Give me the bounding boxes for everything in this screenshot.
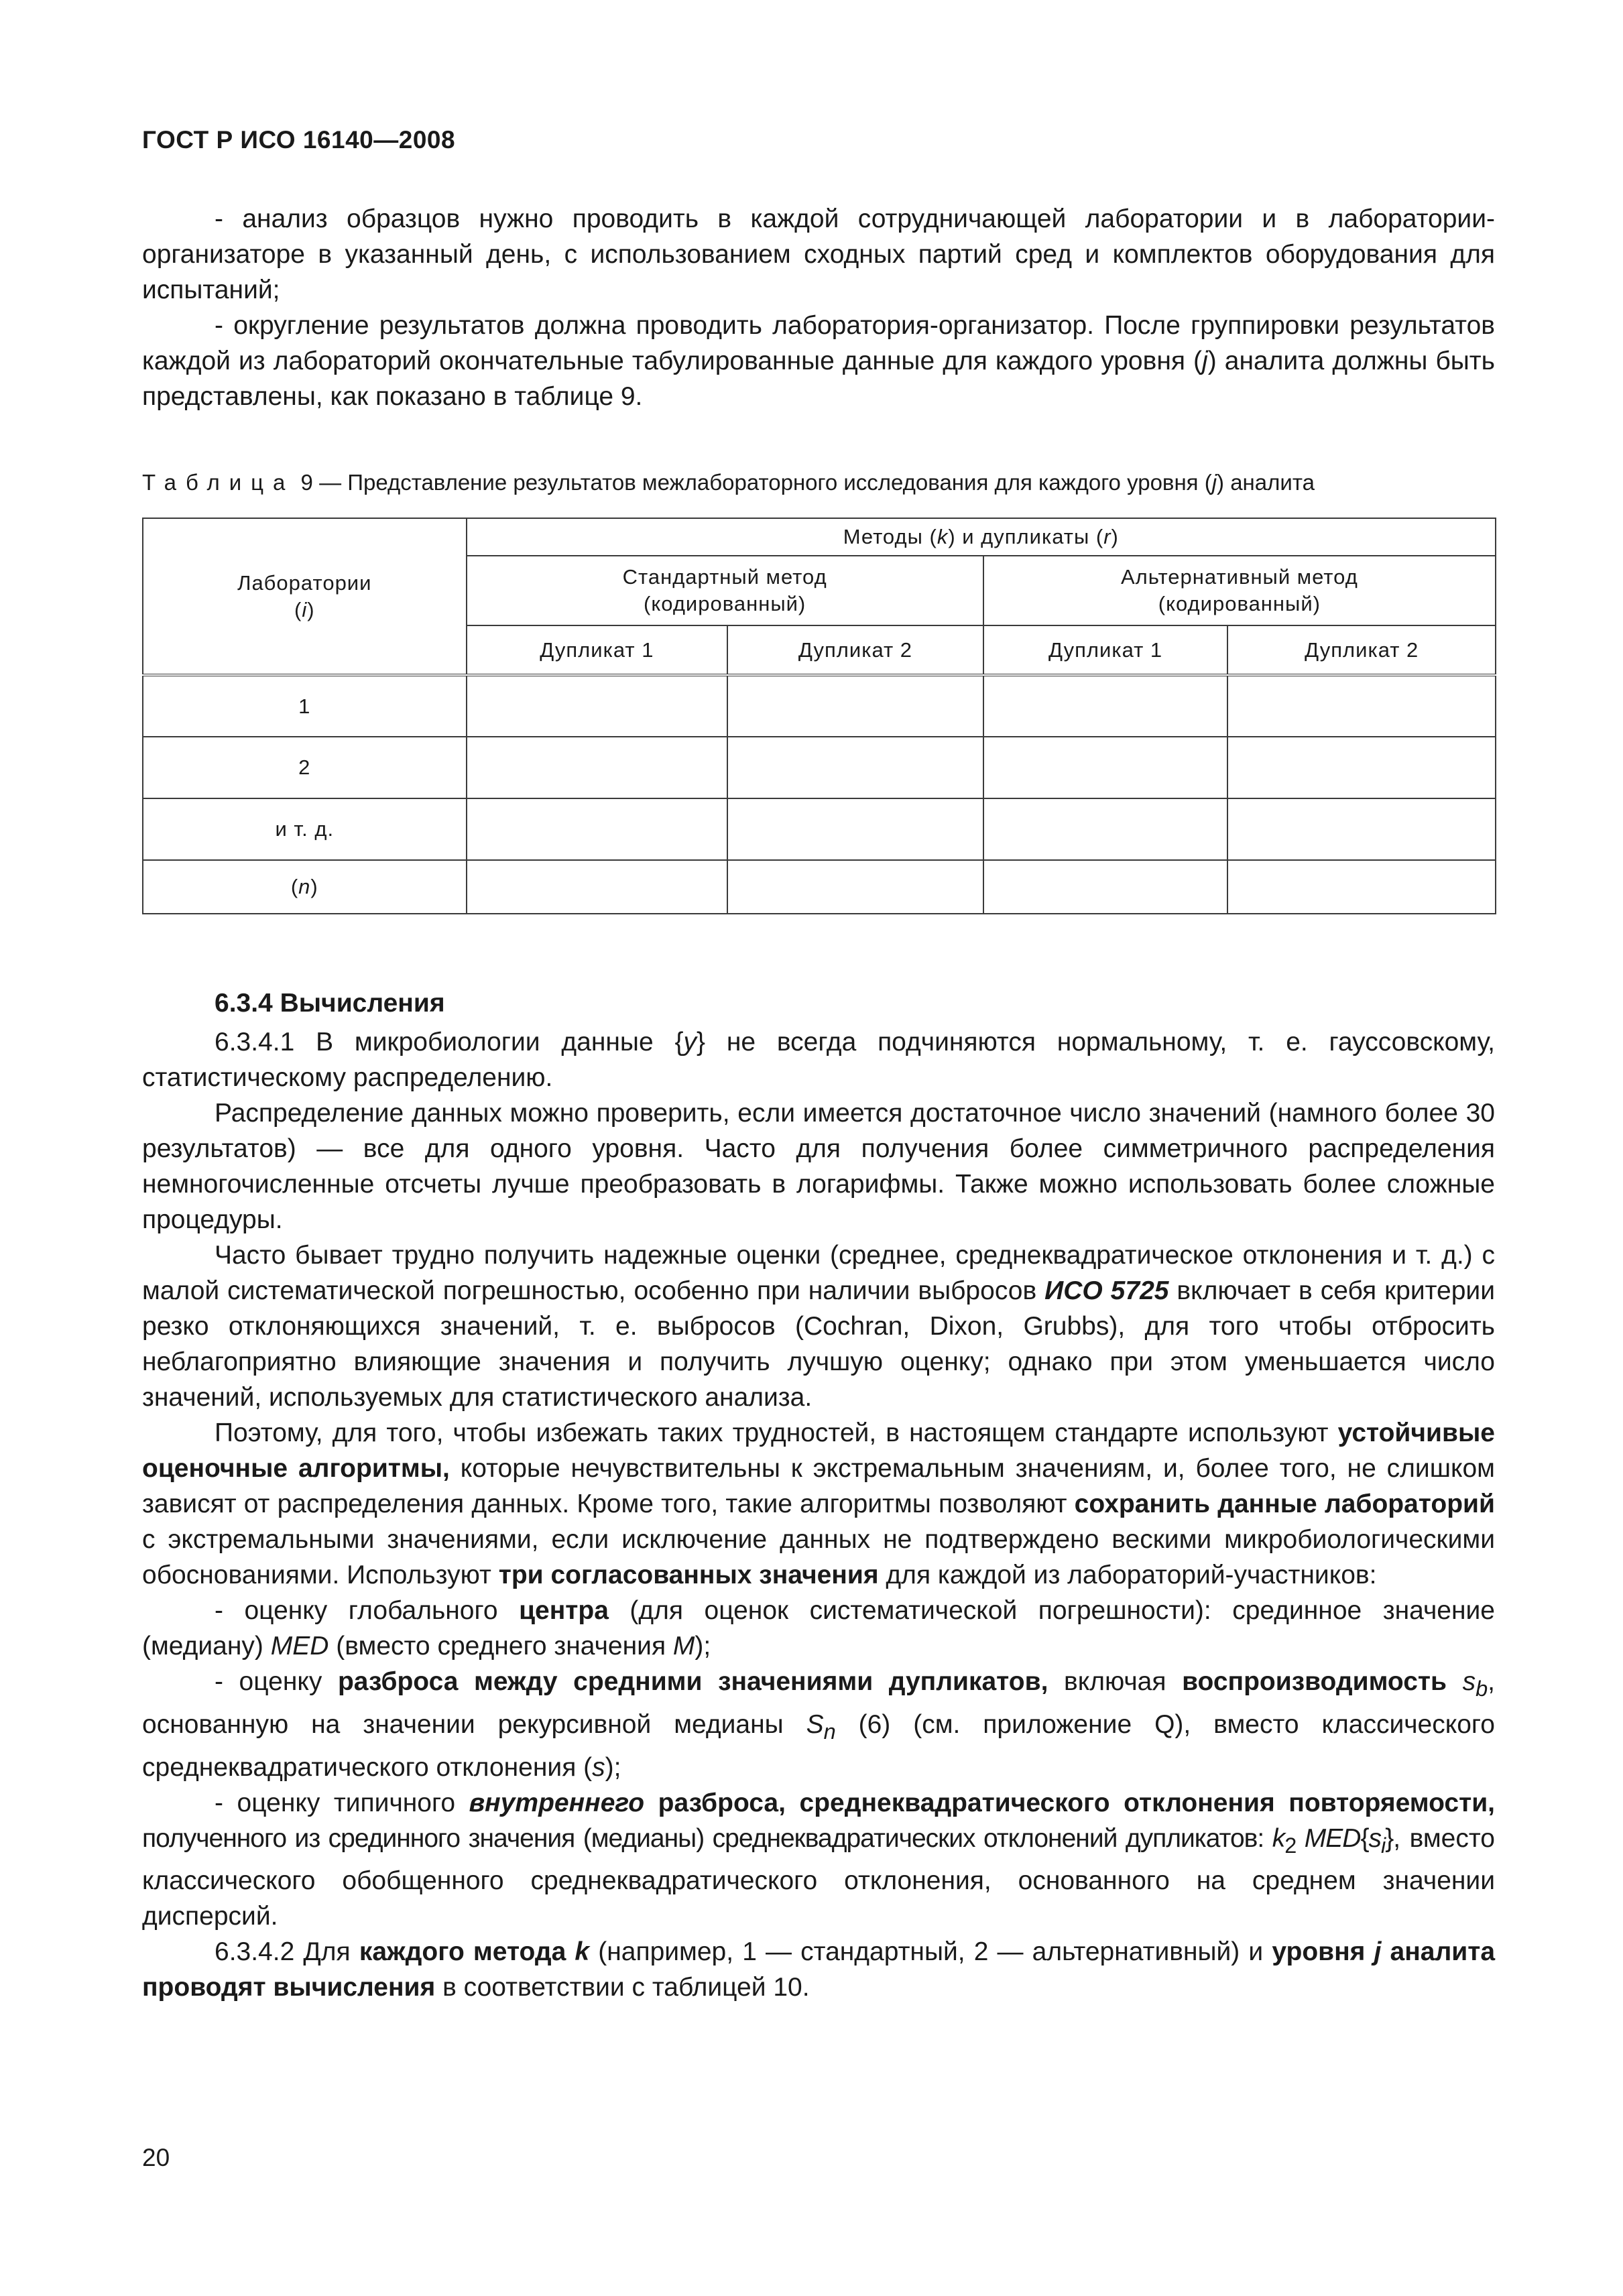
s8-e: аналита проводят вычисления <box>142 1937 1496 2002</box>
s4-b1: устойчивые оценочные алгоритмы, <box>142 1418 1495 1483</box>
s7-brace-close: } <box>1385 1823 1394 1853</box>
s6-e: , основанную на значении рекурсивной медианы <box>142 1667 1495 1739</box>
table-row <box>143 860 1496 914</box>
methods-text-a: Методы ( <box>843 525 937 548</box>
s4-e: для каждой из лабораторий-участников: <box>878 1561 1377 1589</box>
s5-e: ); <box>695 1632 711 1660</box>
s6-g: ); <box>605 1752 621 1782</box>
s5-med: MED <box>270 1632 329 1660</box>
intro-block <box>142 201 1495 414</box>
labs-header-i: i <box>302 597 308 621</box>
table-caption-j: j <box>1211 470 1217 495</box>
paragraph-6342 <box>142 1934 1495 2005</box>
alt-line-2: (кодированный) <box>1158 592 1321 615</box>
table-9-caption <box>142 468 1495 497</box>
s7-si-sub: i <box>1381 1833 1386 1858</box>
s4-a: Поэтому, для того, чтобы избежать таких трудностей, в настоящем стандарте используют <box>215 1418 1338 1447</box>
paragraph-center <box>142 1593 1495 1664</box>
s8-a: 6.3.4.2 Для <box>215 1937 359 1967</box>
s7-brace-open: { <box>1360 1823 1369 1853</box>
s7-a: - оценку типичного <box>215 1788 469 1817</box>
intro-paragraph-2 <box>142 308 1495 414</box>
lab-number-cell: 2 <box>143 737 467 798</box>
labs-header-label: Лаборатории <box>237 570 372 595</box>
page-number: 20 <box>142 2144 170 2171</box>
s6-b: разброса между средними значениями дупликатов, <box>337 1667 1048 1696</box>
s5-c: (для оценок систематической погрешности): срединное значение (медиану) <box>142 1596 1495 1660</box>
std-duplicate-1-header: Дупликат 1 <box>467 625 728 675</box>
table-row <box>143 675 1496 737</box>
s6-sn: S <box>806 1709 824 1739</box>
paragraph-internal-spread <box>142 1785 1495 1935</box>
s8-b: каждого метода <box>359 1937 575 1967</box>
table-caption-label: Таблица <box>142 470 295 495</box>
s7-e: , вместо классического обобщенного среднеквадратического отклонения, основанного на среднем значении дисперсий. <box>142 1823 1495 1931</box>
section-body <box>142 1024 1495 2005</box>
data-cell <box>983 737 1228 798</box>
s7-c: разброса, среднеквадратического отклонения повторяемости, <box>644 1788 1496 1817</box>
paragraph-distribution <box>142 1095 1495 1237</box>
data-cell <box>467 675 728 737</box>
s3-b: включает в себя критерии резко отклоняющихся значений, т. е. выбросов (Cochran, Dixon, Grubbs), для того чтобы отбросить неблагоприятно влияющие значения и получить лучшую оценку; однако при этом уменьшается число значений, используемых для статистического анализа. <box>142 1276 1495 1412</box>
table-header-row-1 <box>143 518 1496 556</box>
data-cell <box>467 737 728 798</box>
methods-r: r <box>1103 525 1111 548</box>
s5-m: M <box>672 1632 695 1660</box>
s6-d: воспроизводимость <box>1182 1667 1447 1696</box>
s7-k-sub: 2 <box>1284 1833 1297 1858</box>
s6-a: - оценку <box>215 1667 338 1696</box>
s7-b: внутреннего <box>469 1788 645 1817</box>
s1-b: } не всегда подчиняются нормальному, т. е. гауссовскому, статистическому распределению. <box>142 1028 1495 1092</box>
data-cell <box>467 798 728 860</box>
labs-header-cell: Лаборатории (i) <box>143 518 467 675</box>
data-cell <box>467 860 728 914</box>
s6-sb-sub: b <box>1476 1676 1488 1701</box>
s6-s: s <box>592 1752 605 1782</box>
table-9 <box>142 518 1496 914</box>
s5-b: центра <box>519 1596 609 1625</box>
s7-d: полученного из срединного значения (медианы) среднеквадратических отклонений дупликатов: <box>142 1823 1272 1853</box>
s4-b3: три согласованных значения <box>498 1561 879 1589</box>
s3-a: Часто бывает трудно получить надежные оценки (среднее, среднеквадратическое отклонения и т. д.) с малой систематической погрешностью, особенно при наличии выбросов <box>142 1241 1495 1305</box>
data-cell <box>727 737 983 798</box>
lab-number-cell: и т. д. <box>143 798 467 860</box>
data-cell <box>727 675 983 737</box>
alternative-method-header <box>983 556 1496 625</box>
iso-5725-ref: ИСО 5725 <box>1044 1276 1169 1305</box>
data-cell <box>1227 675 1496 737</box>
methods-header-cell <box>467 518 1496 556</box>
table-caption-text: 9 — Представление результатов межлабораторного исследования для каждого уровня ( <box>294 470 1212 495</box>
s7-med: MED <box>1304 1823 1361 1853</box>
s4-d: с экстремальными значениями, если исключение данных не подтверждено вескими микробиологическими обоснованиями. Используют <box>142 1525 1495 1589</box>
alt-line-1: Альтернативный метод <box>1120 565 1358 589</box>
s4-c: которые нечувствительны к экстремальным значениям, и, более того, не слишком зависят от распределения данных. Кроме того, такие алгоритмы позволяют <box>142 1454 1495 1518</box>
standard-method-header <box>467 556 983 625</box>
table-caption-end: ) аналита <box>1217 470 1315 495</box>
data-cell <box>727 798 983 860</box>
data-cell <box>1227 798 1496 860</box>
data-cell <box>983 860 1228 914</box>
lab-number-cell: 1 <box>143 675 467 737</box>
methods-text-c: ) <box>1111 525 1119 548</box>
paragraph-spread <box>142 1664 1495 1785</box>
s6-sb: s <box>1462 1667 1476 1696</box>
s8-d: уровня <box>1272 1937 1374 1967</box>
intro-p2-text-a: - округление результатов должна проводить лаборатория-организатор. После группировки результатов каждой из лабораторий окончательные табулированные данные для каждого уровня ( <box>142 311 1495 375</box>
lab-n: n <box>298 875 311 898</box>
section-title: 6.3.4 Вычисления <box>215 989 445 1018</box>
data-cell <box>727 860 983 914</box>
alt-duplicate-2-header: Дупликат 2 <box>1227 625 1496 675</box>
s7-k: k <box>1272 1823 1285 1853</box>
standard-line-2: (кодированный) <box>644 592 806 615</box>
s8-f: в соответствии с таблицей 10. <box>435 1973 810 2002</box>
s7-si: s <box>1368 1823 1381 1853</box>
s6-f: (6) (см. приложение Q), вместо классического среднеквадратического отклонения ( <box>142 1709 1495 1782</box>
s6-sn-sub: n <box>823 1719 836 1744</box>
data-cell <box>983 675 1228 737</box>
intro-p2-text-b: ) аналита должны быть представлены, как показано в таблице 9. <box>142 347 1495 411</box>
s8-k: k <box>575 1937 590 1967</box>
intro-p2-j: j <box>1202 347 1208 375</box>
s5-a: - оценку глобального <box>215 1596 520 1625</box>
s6-c: включая <box>1048 1667 1183 1696</box>
alt-duplicate-1-header: Дупликат 1 <box>983 625 1228 675</box>
std-duplicate-2-header: Дупликат 2 <box>727 625 983 675</box>
lab-number-cell: (n) <box>143 860 467 914</box>
standard-line-1: Стандартный метод <box>622 565 827 589</box>
s1-y: y <box>683 1028 697 1056</box>
data-cell <box>1227 860 1496 914</box>
table-row <box>143 737 1496 798</box>
data-cell <box>983 798 1228 860</box>
document-header: ГОСТ Р ИСО 16140—2008 <box>142 126 456 154</box>
s5-d: (вместо среднего значения <box>328 1632 673 1660</box>
intro-paragraph-1 <box>142 201 1495 308</box>
data-cell <box>1227 737 1496 798</box>
s8-c: (например, 1 — стандартный, 2 — альтернативный) и <box>589 1937 1272 1967</box>
s8-j: j <box>1374 1937 1382 1967</box>
table-row <box>143 798 1496 860</box>
s2: Распределение данных можно проверить, если имеется достаточное число значений (намного более 30 результатов) — все для одного уровня. Часто для получения более симметричного распределения немногочисленные отсчеты лучше преобразовать в логарифмы. Также можно использовать более сложные процедуры. <box>142 1099 1495 1234</box>
s4-b2: сохранить данные лабораторий <box>1074 1490 1495 1518</box>
paragraph-robust <box>142 1415 1495 1593</box>
s1-a: 6.3.4.1 В микробиологии данные { <box>215 1028 684 1056</box>
methods-k: k <box>937 525 949 548</box>
methods-text-b: ) и дупликаты ( <box>948 525 1104 548</box>
paragraph-6341 <box>142 1024 1495 1095</box>
paragraph-estimates <box>142 1237 1495 1415</box>
intro-p1-text: - анализ образцов нужно проводить в каждой сотрудничающей лаборатории и в лаборатории-организаторе в указанный день, с использованием сходных партий сред и комплектов оборудования для испытаний; <box>142 204 1495 304</box>
